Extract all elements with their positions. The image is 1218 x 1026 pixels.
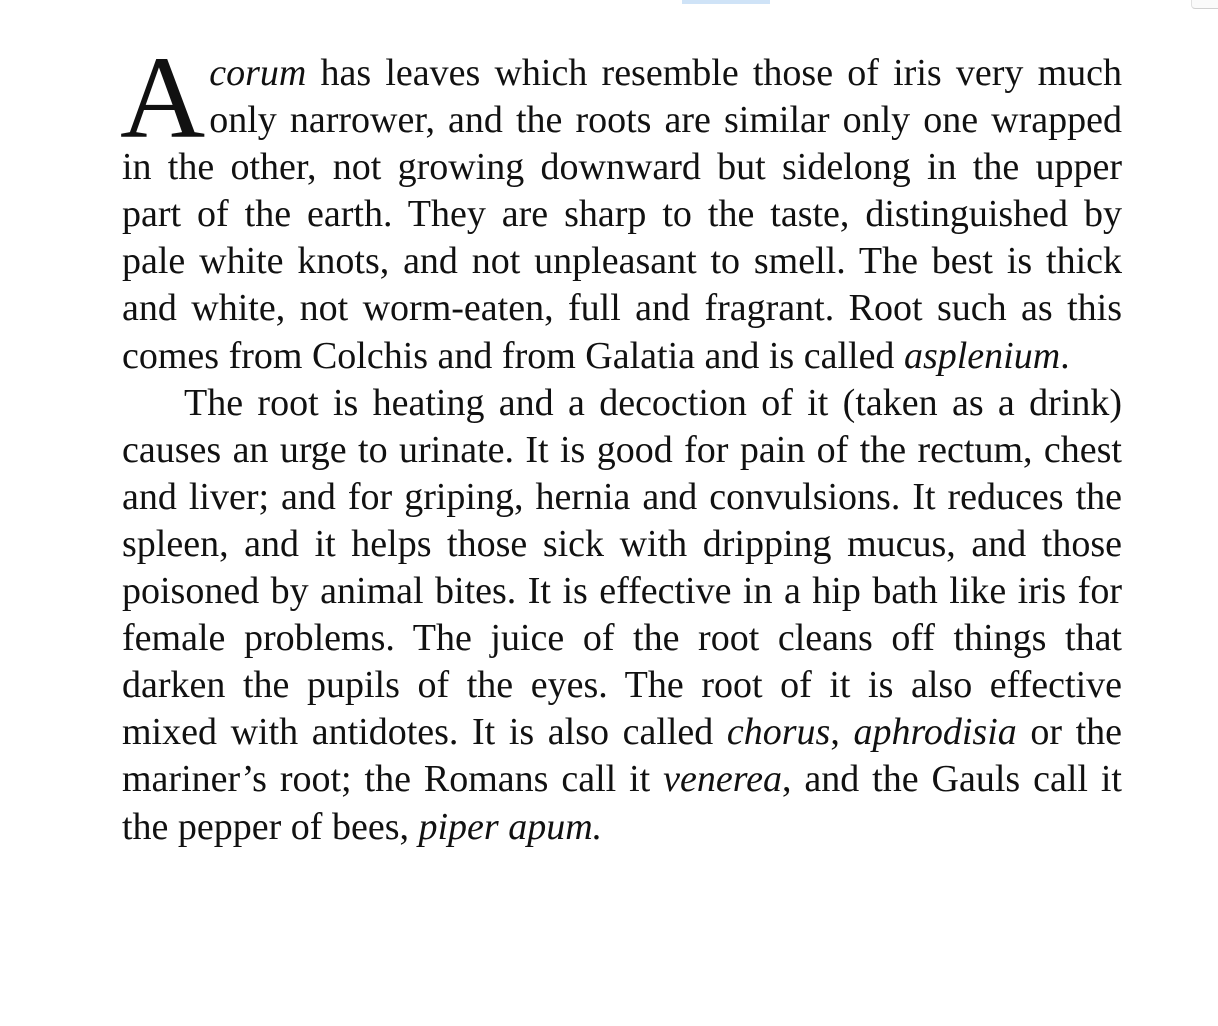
paragraph-1-end: . [1060,334,1070,377]
paragraph-2 [122,380,1122,851]
drop-cap: A [120,32,206,163]
italic-term: chorus [726,711,831,754]
paragraph-1 [120,32,1122,380]
italic-term: venerea [663,758,782,801]
paragraph-2-text-b: or the mariner’s root; the Romans call it [122,711,1123,801]
paragraph-2-text-c: , and the Gauls call it the pepper of bees, [122,758,1122,848]
paragraph-1-text: has leaves which resemble those of iris very much only narrower, and the roots are similar only one wrapped in the other, not growing downward but sidelong in the upper part of the earth. They are sharp to the taste, distinguished by pale white knots, and not unpleasant to smell. The best is thick and white, not worm-eaten, full and fragrant. Root such as this comes from Colchis and from Galatia and is called [122,52,1122,377]
italic-term: piper apum. [418,805,603,848]
paragraph-2-text-a: The root is heating and a decoction of it (taken as a drink) causes an urge to urinate. It is good for pain of the rectum, chest and liver; and for griping, hernia and convulsions. It reduces the spleen, and it helps those sick with dripping mucus, and those poisoned by animal bites. It is effective in a hip bath like iris for female problems. The juice of the root cleans off things that darken the pupils of the eyes. The root of it is also effective mixed with antidotes. It is also called [122,381,1122,754]
italic-term: corum [209,52,307,94]
selection-highlight-marker [682,0,770,4]
separator: , [830,711,854,754]
page-corner-tab [1191,0,1218,9]
italic-term: asplenium [903,334,1061,377]
italic-term: aphrodisia [853,711,1017,754]
document-body [120,32,1123,851]
